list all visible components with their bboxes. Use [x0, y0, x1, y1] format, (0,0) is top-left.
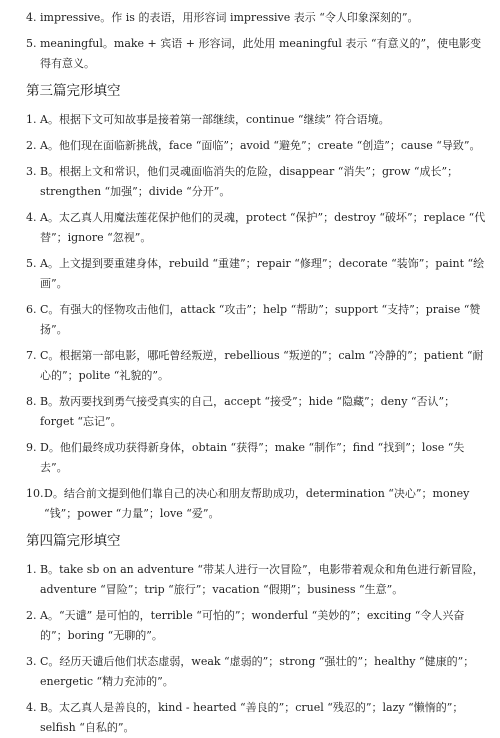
- item-text: impressive。作 is 的表语，用形容词 impressive 表示 “令人印象深刻的”。: [40, 11, 419, 24]
- item-text: B。敖丙要找到勇气接受真实的自己，accept “接受”；hide “隐藏”；deny “否认”；forget “忘记”。: [40, 395, 456, 428]
- item-text: D。结合前文提到他们靠自己的决心和朋友帮助成功，determination “决心”；money “钱”；power “力量”；love “爱”。: [44, 487, 470, 520]
- list-item: [26, 346, 486, 386]
- list-item: [26, 652, 486, 692]
- list-item: [26, 300, 486, 340]
- item-number: 2.: [26, 609, 37, 622]
- item-text: A。“天谴” 是可怕的，terrible “可怕的”；wonderful “美妙的”；exciting “令人兴奋的”；boring “无聊的”。: [40, 609, 465, 642]
- item-number: 5.: [26, 257, 37, 270]
- item-number: 7.: [26, 349, 37, 362]
- item-text: meaningful。make + 宾语 + 形容词，此处用 meaningful 表示 “有意义的”，使电影变得有意义。: [40, 37, 482, 70]
- item-text: A。太乙真人用魔法莲花保护他们的灵魂，protect “保护”；destroy “破坏”；replace “代替”；ignore “忽视”。: [40, 211, 486, 244]
- item-text: C。经历天谴后他们状态虚弱，weak “虚弱的”；strong “强壮的”；healthy “健康的”；energetic “精力充沛的”。: [40, 655, 475, 688]
- item-number: 5.: [26, 37, 37, 50]
- item-number: 10.: [26, 487, 44, 500]
- item-number: 1.: [26, 563, 37, 576]
- list-item: [26, 438, 486, 478]
- list-item: [26, 560, 486, 600]
- item-number: 2.: [26, 139, 37, 152]
- item-number: 1.: [26, 113, 37, 126]
- item-number: 9.: [26, 441, 37, 454]
- item-number: 8.: [26, 395, 37, 408]
- item-text: B。根据上文和常识，他们灵魂面临消失的危险，disappear “消失”；grow “成长”；strengthen “加强”；divide “分开”。: [40, 165, 459, 198]
- item-number: 4.: [26, 211, 37, 224]
- item-text: A。他们现在面临新挑战，face “面临”；avoid “避免”；create “创造”；cause “导致”。: [40, 139, 481, 152]
- item-number: 4.: [26, 701, 37, 714]
- list-item: [26, 8, 486, 28]
- list-item: [26, 254, 486, 294]
- section-title: 第四篇完形填空: [26, 533, 121, 549]
- section3-list: [26, 110, 486, 524]
- item-text: B。太乙真人是善良的，kind - hearted “善良的”；cruel “残忍的”；lazy “懒惰的”；selfish “自私的”。: [40, 701, 464, 734]
- section4-list: [26, 560, 486, 738]
- item-number: 4.: [26, 11, 37, 24]
- list-item: [26, 136, 486, 156]
- item-number: 3.: [26, 655, 37, 668]
- list-item: [26, 34, 486, 74]
- list-item: [26, 392, 486, 432]
- item-text: A。根据下文可知故事是接着第一部继续，continue “继续” 符合语境。: [40, 113, 390, 126]
- list-item: [26, 162, 486, 202]
- list-item: [26, 484, 486, 524]
- item-number: 3.: [26, 165, 37, 178]
- item-text: A。上文提到要重建身体，rebuild “重建”；repair “修理”；decorate “装饰”；paint “绘画”。: [40, 257, 485, 290]
- item-text: C。有强大的怪物攻击他们，attack “攻击”；help “帮助”；support “支持”；praise “赞扬”。: [40, 303, 481, 336]
- list-item: [26, 110, 486, 130]
- item-number: 6.: [26, 303, 37, 316]
- section-title: 第三篇完形填空: [26, 83, 121, 99]
- list-item: [26, 208, 486, 248]
- part2-tail-list: [26, 8, 486, 74]
- list-item: [26, 606, 486, 646]
- item-text: B。take sb on an adventure “带某人进行一次冒险”，电影带着观众和角色进行新冒险，adventure “冒险”；trip “旅行”；vacation “假期”；business “生意”。: [40, 563, 484, 596]
- item-text: D。他们最终成功获得新身体，obtain “获得”；make “制作”；find “找到”；lose “失去”。: [40, 441, 465, 474]
- item-text: C。根据第一部电影，哪吒曾经叛逆，rebellious “叛逆的”；calm “冷静的”；patient “耐心的”；polite “礼貌的”。: [40, 349, 484, 382]
- list-item: [26, 698, 486, 738]
